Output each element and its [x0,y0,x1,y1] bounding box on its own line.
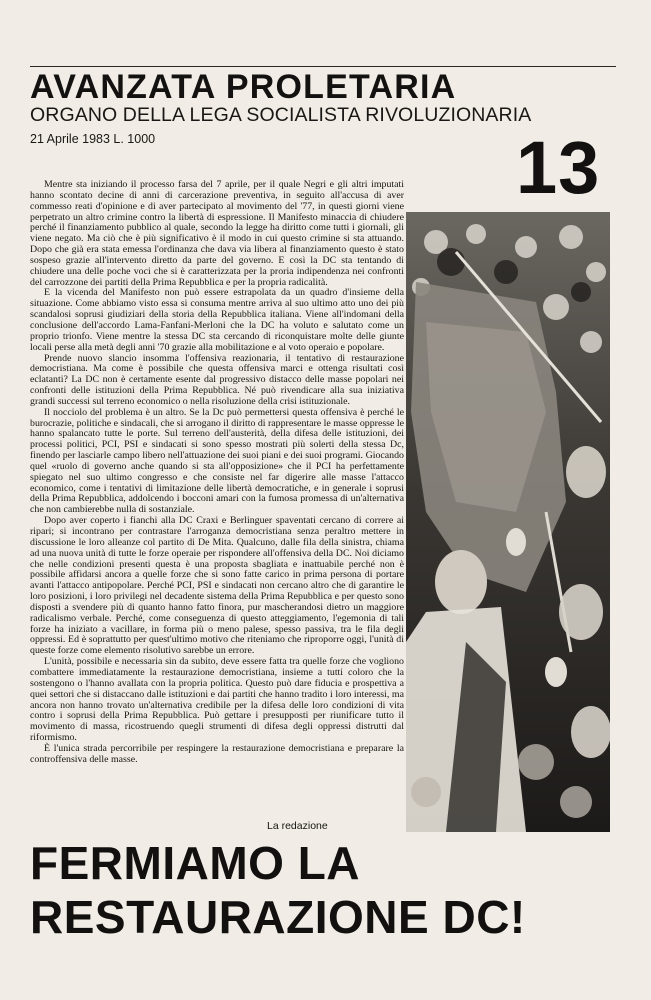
main-headline [30,836,630,944]
article-paragraph: Dopo aver coperto i fianchi alla DC Craxi e Berlinguer spaventati cercano di correre ai ripari; si incontrano per contrastare l'arroganza democristiana senza peraltro mettere in discussione le loro alleanze col partito di De Mita. Qualcuno, dalle fila della sinistra, chiama ad una nuova unità di tutte le forze operaie per rispondere all'offensiva della DC. Noi diciamo che nelle condizioni presenti questa è una proposta sbagliata e inattuabile perché non è possibile affidarsi ancora a quelle forze che si sono fatte carico in prima persona di portare avanti l'attacco antipopolare. Perché PCI, PSI e sindacati non cercano altro che di garantire le loro posizioni, i loro privilegi nel decadente sistema della Prima Repubblica e per questo sono disposti a svendere più di quanto hanno fatto finora, pur mascherandosi dietro un maggiore radicalismo verbale. Perché, come conseguenza di questo atteggiamento, l'egemonia di tali forze ha iniziato a vacillare, in forma più o meno palese, spesso passiva, tra le fila degli oppressi. Ed è soprattutto per quest'ultimo motivo che riteniamo che riproporre oggi, l'unità di queste forze come elemento risolutivo sarebbe un errore. [30,515,404,657]
article-paragraph: L'unità, possibile e necessaria sin da subito, deve essere fatta tra quelle forze che vogliono combattere immediatamente la restaurazione democristiana, insieme a tutti coloro che la sostengono o l'hanno avallata con la propria politica. Questo può dare fiducia e prospettiva a quei settori che si distaccano dalle istituzioni e dai partiti che hanno tradito i loro interessi, ma ancora non hanno trovato un'alternativa credibile per la difesa delle loro condizioni di vita contro i soprusi della Prima Repubblica. Può gettare i presupposti per riunificare tutto il movimento di massa, ricostruendo quegli strumenti di difesa degli oppressi distrutti dal riformismo. [30,656,404,744]
article-paragraph: E la vicenda del Manifesto non può essere estrapolata da un quadro d'insieme della situazione. Come abbiamo visto essa si consuma mentre arriva al suo ultimo atto uno dei più scandalosi soprusi giudiziari della storia della Repubblica italiana. Viene all'indomani della conclusione dell'accordo Lama-Fanfani-Merloni che la DC ha voluto e salutato come un proprio trionfo. Viene mentre la stessa DC sta cercando di riconquistare molte delle giunte locali perse alla metà degli anni '70 grazie alla mobilitazione e al voto operaio e popolare. [30,287,404,353]
demonstration-photo [406,212,610,832]
crowd-flag-image [406,212,610,832]
headline-line-1: FERMIAMO LA [30,837,361,889]
dateline: 21 Aprile 1983 L. 1000 [30,132,156,146]
article-paragraph: Il nocciolo del problema è un altro. Se la Dc può permettersi questa offensiva è perché le burocrazie, politiche e sindacali, che si arrogano il diritto di rappresentare le masse oppresse le hanno spalancato tutte le porte. Sul terreno dell'austerità, della difesa delle istituzioni, dei processi politici, PCI, PSI e sindacati si sono spesso mostrati più solerti della stessa Dc, finendo per lasciarle campo libero nell'attuazione dei suoi piani e dei suoi programi. Giocando quel «ruolo di governo anche quando si sta all'opposizione» che il PCI ha perfettamente spiegato nel suo ultimo congresso e che consiste nel far digerire alle masse l'attacco economico, come i tentativi di limitazione delle libertà democratiche, e in generale i soprusi della Prima Repubblica, addolcendo i bocconi amari con la fumosa promessa di un'alternativa che non cambierebbe nulla di sostanziale. [30,406,404,516]
article-paragraph: Mentre sta iniziando il processo farsa del 7 aprile, per il quale Negri e gli altri imputati hanno scontato decine di anni di carcerazione preventiva, in seguito all'accusa di aver commesso reati d'opinione e di aver partecipato al movimento del '77, in questi giorni viene perpetrato un altro crimine contro la libertà di espressione. Il Manifesto minaccia di chiudere perché il finanziamento pubblico al quale, secondo la legge ha diritto come tutti i giornali, gli viene negato. Ma ciò che è più significativo è il modo in cui questo crimine si sta attuando. Dopo che già era stata emessa l'ordinanza che dava via libera al finanziamento questo è stato sospeso grazie all'intervento diretto da parte del governo. E così la DC sta tentando di chiudere una delle poche voci che si è caratterizzata per la proria indipendenza nei confronti del carrozzone dei partiti della Prima Repubblica e per la propria radicalità. [30,180,404,288]
headline-line-2: RESTAURAZIONE DC! [30,891,526,943]
article-paragraph: Prende nuovo slancio insomma l'offensiva reazionaria, il tentativo di restaurazione democristiana. Ma come è possibile che questa offensiva marci e ottenga risultati così eclatanti? La DC non è certamente esente dal progressivo distacco delle masse popolari nei confronti delle istituzioni della Prima Repubblica. Né può rivendicare alla sua iniziativa grandi successi sul terreno economico o nella risoluzione della crisi istituzionale. [30,352,404,407]
masthead-title: AVANZATA PROLETARIA [30,68,457,106]
masthead-rule [30,66,616,67]
article-paragraph: È l'unica strada percorribile per respingere la restaurazione democristiana e preparare la controffensiva delle masse. [30,742,404,765]
article-body [30,180,404,832]
issue-number: 13 [516,126,601,209]
masthead-subtitle: ORGANO DELLA LEGA SOCIALISTA RIVOLUZIONARIA [30,104,532,126]
article-signature: La redazione [267,820,328,832]
